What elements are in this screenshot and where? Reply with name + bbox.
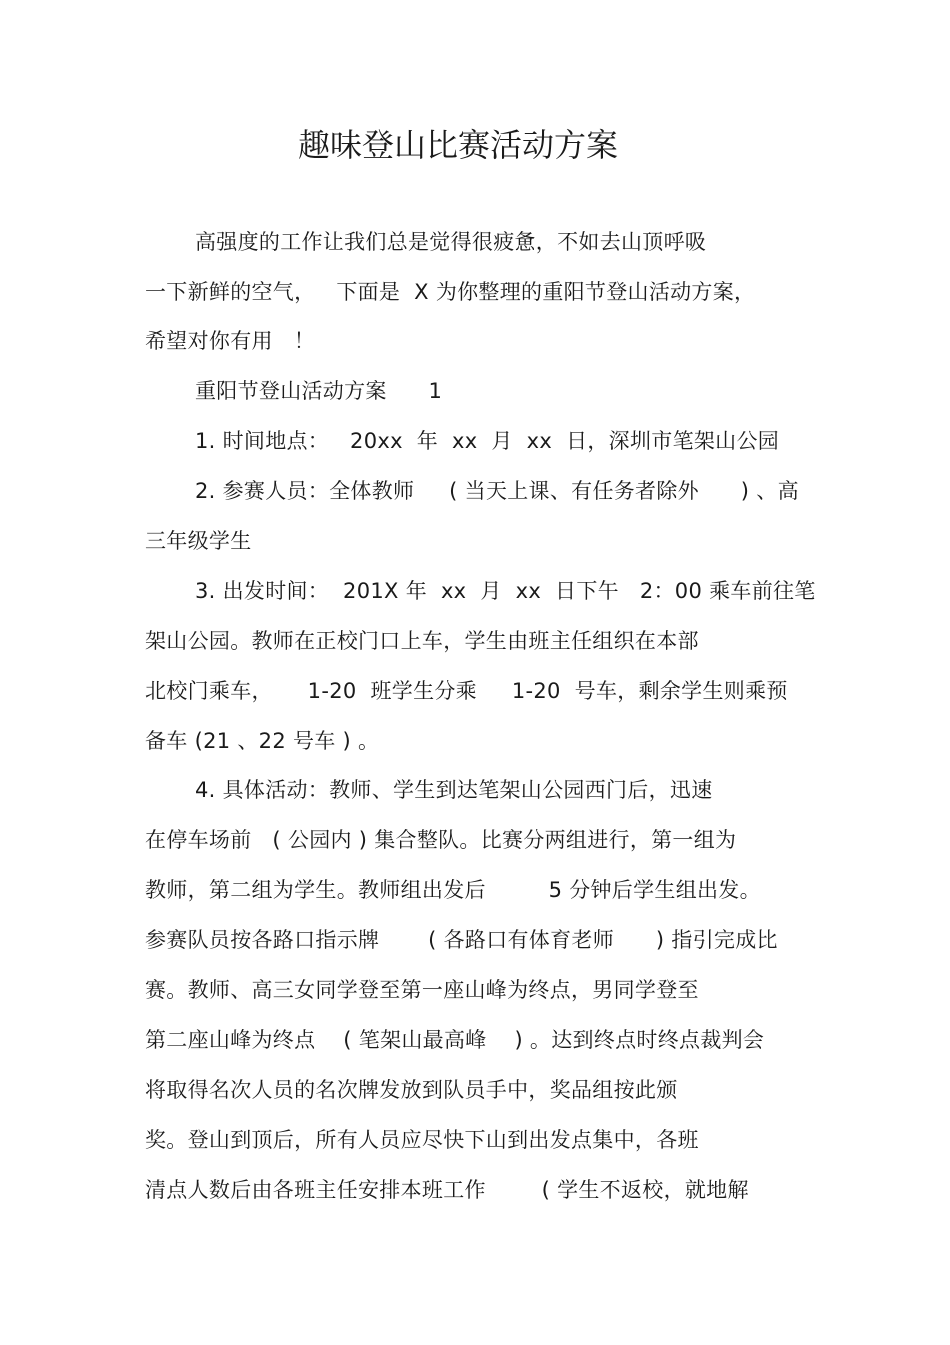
paragraph-line: 第二座山峰为终点 ( 笔架山最高峰 ) 。达到终点时终点裁判会 — [145, 1028, 765, 1052]
paragraph-line: 赛。教师、高三女同学登至第一座山峰为终点，男同学登至 — [145, 978, 699, 1002]
list-item: 4. 具体活动：教师、学生到达笔架山公园西门后，迅速 — [195, 778, 713, 802]
paragraph-line: 高强度的工作让我们总是觉得很疲惫，不如去山顶呼吸 — [195, 230, 707, 254]
paragraph-line: 一下新鲜的空气， 下面是 X 为你整理的重阳节登山活动方案， — [145, 280, 756, 304]
paragraph-line: 将取得名次人员的名次牌发放到队员手中，奖品组按此颁 — [145, 1078, 678, 1102]
paragraph-line: 备车 (21 、22 号车 ) 。 — [145, 729, 380, 753]
list-item: 2. 参赛人员：全体教师 ( 当天上课、有任务者除外 ) 、高 — [195, 479, 799, 503]
list-item: 1. 时间地点： 20xx 年 xx 月 xx 日，深圳市笔架山公园 — [195, 429, 780, 453]
section-heading: 重阳节登山活动方案 1 — [195, 379, 443, 403]
list-item: 3. 出发时间： 201X 年 xx 月 xx 日下午 2：00 乘车前往笔 — [195, 579, 816, 603]
paragraph-line: 希望对你有用 ！ — [145, 329, 316, 353]
paragraph-line: 奖。登山到顶后，所有人员应尽快下山到出发点集中，各班 — [145, 1128, 699, 1152]
paragraph-line: 架山公园。教师在正校门口上车，学生由班主任组织在本部 — [145, 629, 699, 653]
paragraph-line: 清点人数后由各班主任安排本班工作 ( 学生不返校，就地解 — [145, 1178, 749, 1202]
paragraph-line: 三年级学生 — [145, 529, 252, 553]
paragraph-line: 北校门乘车， 1-20 班学生分乘 1-20 号车，剩余学生则乘预 — [145, 679, 788, 703]
paragraph-line: 教师，第二组为学生。教师组出发后 5 分钟后学生组出发。 — [145, 878, 761, 902]
paragraph-line: 参赛队员按各路口指示牌 ( 各路口有体育老师 ) 指引完成比 — [145, 928, 778, 952]
document-title: 趣味登山比赛活动方案 — [297, 126, 618, 164]
paragraph-line: 在停车场前 ( 公园内 ) 集合整队。比赛分两组进行，第一组为 — [145, 828, 737, 852]
